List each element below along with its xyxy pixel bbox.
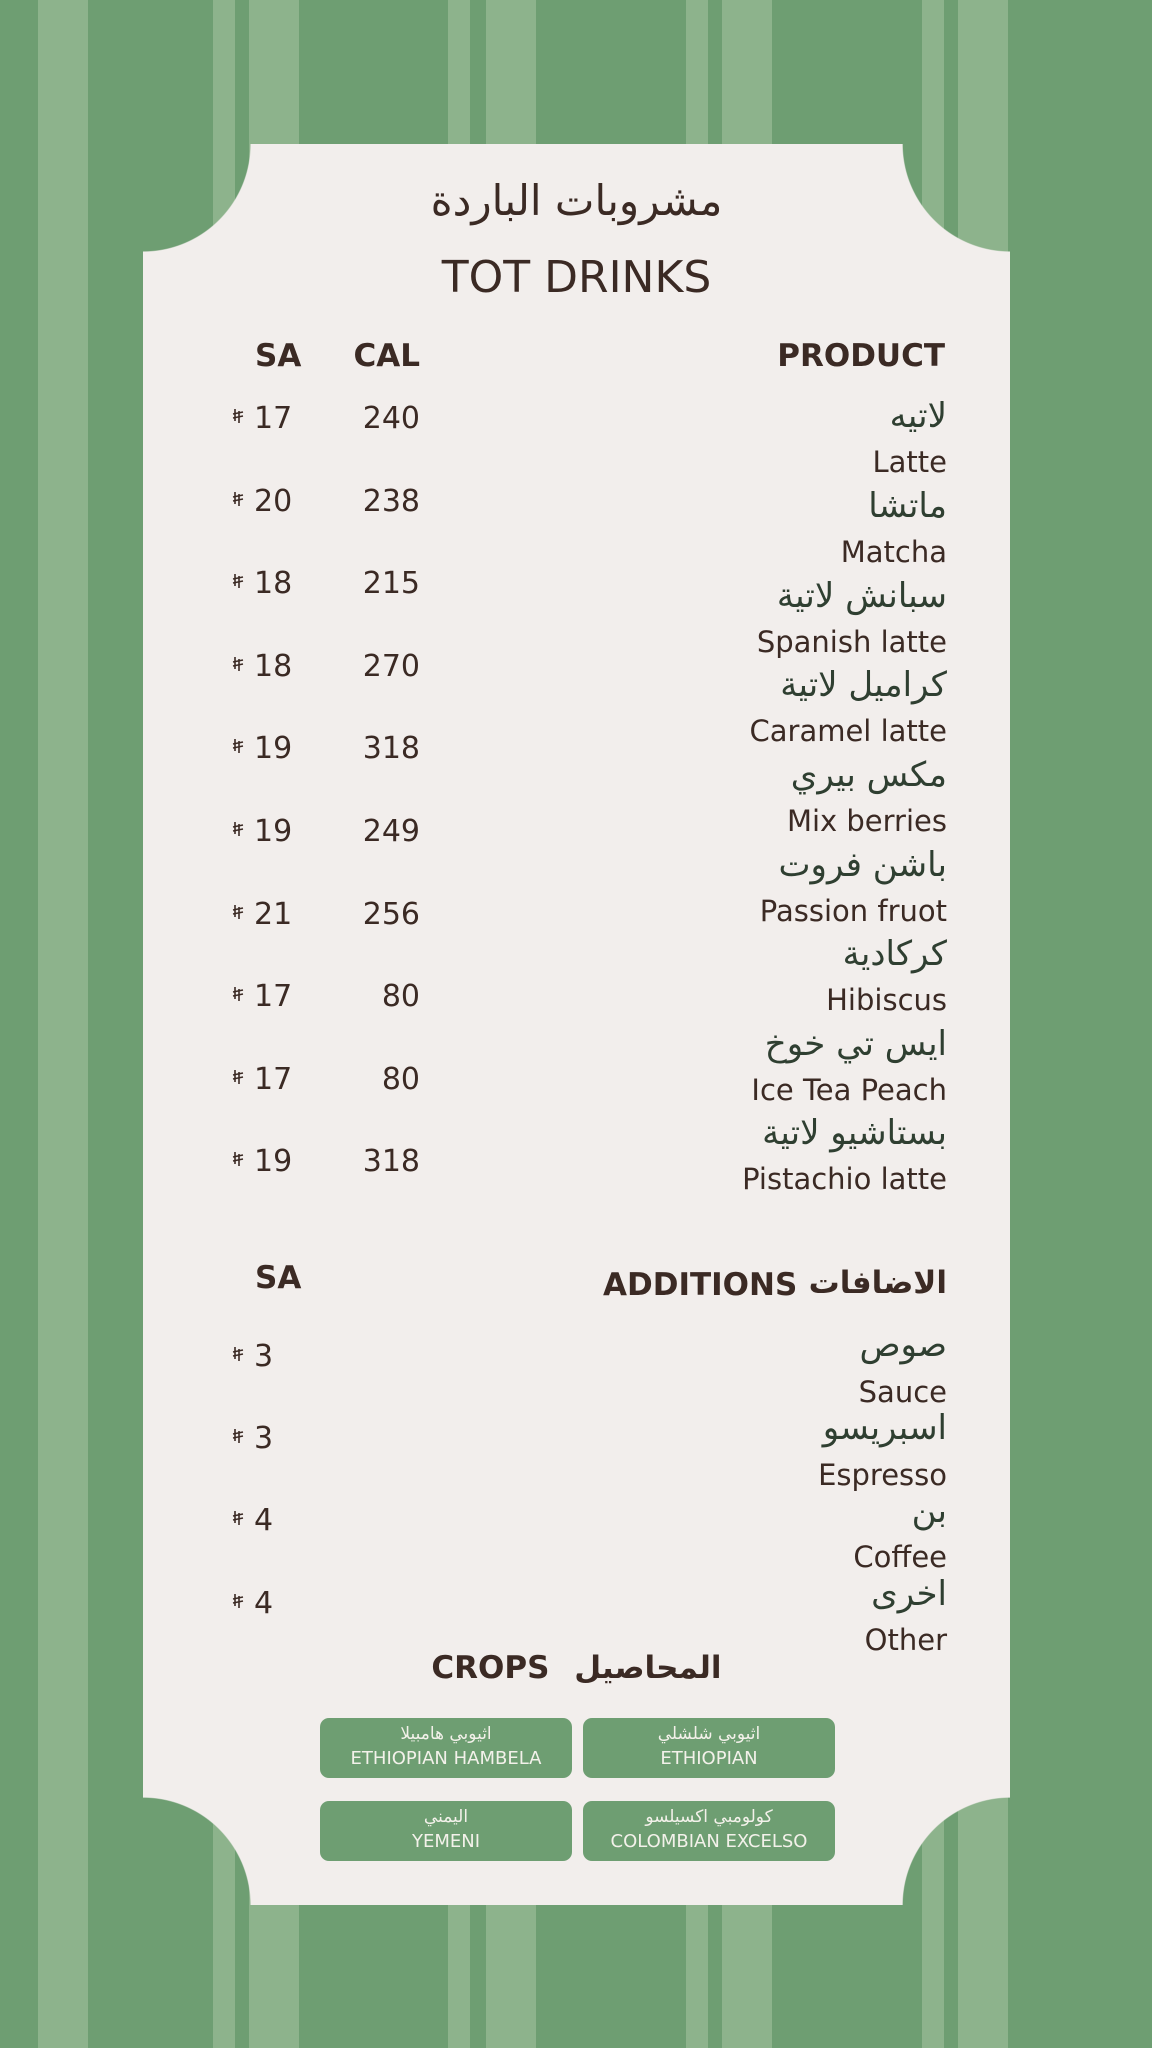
- crop-name: COLOMBIAN EXCELSO: [610, 1831, 808, 1852]
- riyal-sign-icon: [232, 821, 244, 841]
- drink-price: 18: [232, 649, 312, 684]
- drink-name: Caramel latte: [749, 714, 947, 748]
- addition-name-arabic: اخرى: [871, 1574, 947, 1614]
- additions-header-arabic: الاضافات: [808, 1265, 947, 1301]
- drink-name-arabic: مكس بيري: [790, 755, 947, 795]
- drink-calories: 238: [362, 484, 420, 519]
- crops-title: [143, 1650, 1010, 1686]
- crop-ethiopian: [583, 1718, 835, 1778]
- drink-price: 18: [232, 566, 312, 601]
- drink-name: Mix berries: [786, 804, 947, 838]
- riyal-sign-icon: [232, 738, 244, 758]
- drink-calories: 249: [362, 814, 420, 849]
- drink-name-arabic: ماتشا: [868, 486, 947, 526]
- drink-name: Passion fruot: [759, 894, 947, 928]
- drink-name-arabic: كراميل لاتية: [780, 665, 947, 705]
- additions-header-sa: SA: [255, 1260, 302, 1296]
- crop-name-arabic: اثيوبي هامبيلا: [400, 1724, 492, 1744]
- crop-ethiopian-hambela: [320, 1718, 572, 1778]
- drink-name-arabic: بستاشيو لاتية: [762, 1113, 947, 1153]
- drink-name: Matcha: [840, 535, 947, 569]
- riyal-sign-icon: [232, 573, 244, 593]
- header-sa: SA: [255, 338, 302, 374]
- drink-calories: 318: [362, 1144, 420, 1179]
- drink-name-arabic: باشن فروت: [778, 845, 947, 885]
- drink-name: Ice Tea Peach: [751, 1073, 947, 1107]
- drink-price: 19: [232, 731, 312, 766]
- crops-title-ar: المحاصيل: [574, 1650, 722, 1686]
- additions-header: ADDITIONS: [603, 1267, 798, 1303]
- addition-name-arabic: بن: [911, 1491, 947, 1531]
- riyal-sign-icon: [232, 904, 244, 924]
- riyal-sign-icon: [232, 986, 244, 1006]
- drink-name: Spanish latte: [756, 625, 947, 659]
- riyal-sign-icon: [232, 1069, 244, 1089]
- riyal-sign-icon: [232, 1428, 244, 1448]
- drink-name: Hibiscus: [826, 983, 947, 1017]
- drink-price: 17: [232, 401, 312, 436]
- drink-calories: 270: [362, 649, 420, 684]
- addition-price: 4: [232, 1586, 312, 1621]
- addition-price: 3: [232, 1421, 312, 1456]
- background-stripe: [38, 0, 88, 2048]
- crop-name: ETHIOPIAN: [660, 1748, 758, 1769]
- drink-calories: 240: [362, 401, 420, 436]
- riyal-sign-icon: [232, 408, 244, 428]
- riyal-sign-icon: [232, 1510, 244, 1530]
- drink-price: 20: [232, 484, 312, 519]
- drink-name-arabic: سبانش لاتية: [776, 576, 947, 616]
- addition-name-arabic: صوص: [859, 1325, 947, 1365]
- addition-name: Sauce: [858, 1375, 947, 1409]
- crop-name: ETHIOPIAN HAMBELA: [350, 1748, 542, 1769]
- riyal-sign-icon: [232, 1593, 244, 1613]
- riyal-sign-icon: [232, 491, 244, 511]
- crop-name-arabic: كولومبي اكسيلسو: [645, 1807, 773, 1827]
- riyal-sign-icon: [232, 1151, 244, 1171]
- crop-name-arabic: اثيوبي شلشلي: [657, 1724, 761, 1744]
- crop-colombian-excelso: [583, 1801, 835, 1861]
- drink-calories: 256: [362, 897, 420, 932]
- riyal-sign-icon: [232, 656, 244, 676]
- drink-calories: 80: [381, 979, 420, 1014]
- drink-price: 21: [232, 897, 312, 932]
- drink-name-arabic: ايس تي خوخ: [764, 1024, 947, 1064]
- drink-name: Pistachio latte: [742, 1162, 947, 1196]
- drink-price: 17: [232, 979, 312, 1014]
- drink-calories: 215: [362, 566, 420, 601]
- addition-price: 3: [232, 1339, 312, 1374]
- addition-name: Espresso: [818, 1458, 947, 1492]
- riyal-sign-icon: [232, 1346, 244, 1366]
- header-cal: CAL: [353, 338, 420, 374]
- addition-price: 4: [232, 1503, 312, 1538]
- addition-name: Other: [864, 1623, 947, 1657]
- crops-title-en: CROPS: [431, 1650, 550, 1686]
- crop-name: YEMENI: [411, 1831, 481, 1852]
- drink-name-arabic: كركادية: [842, 934, 947, 974]
- drink-name-arabic: لاتيه: [889, 396, 947, 436]
- drink-calories: 318: [362, 731, 420, 766]
- drink-price: 19: [232, 814, 312, 849]
- menu-title: TOT DRINKS: [441, 252, 712, 303]
- drink-name: Latte: [872, 445, 947, 479]
- addition-name-arabic: اسبريسو: [822, 1408, 947, 1448]
- menu-title-arabic: مشروبات الباردة: [430, 176, 723, 225]
- addition-name: Coffee: [853, 1540, 947, 1574]
- drink-price: 17: [232, 1062, 312, 1097]
- drink-price: 19: [232, 1144, 312, 1179]
- crop-name-arabic: اليمني: [423, 1807, 469, 1827]
- header-product: PRODUCT: [777, 338, 945, 374]
- drink-calories: 80: [381, 1062, 420, 1097]
- crop-yemeni: [320, 1801, 572, 1861]
